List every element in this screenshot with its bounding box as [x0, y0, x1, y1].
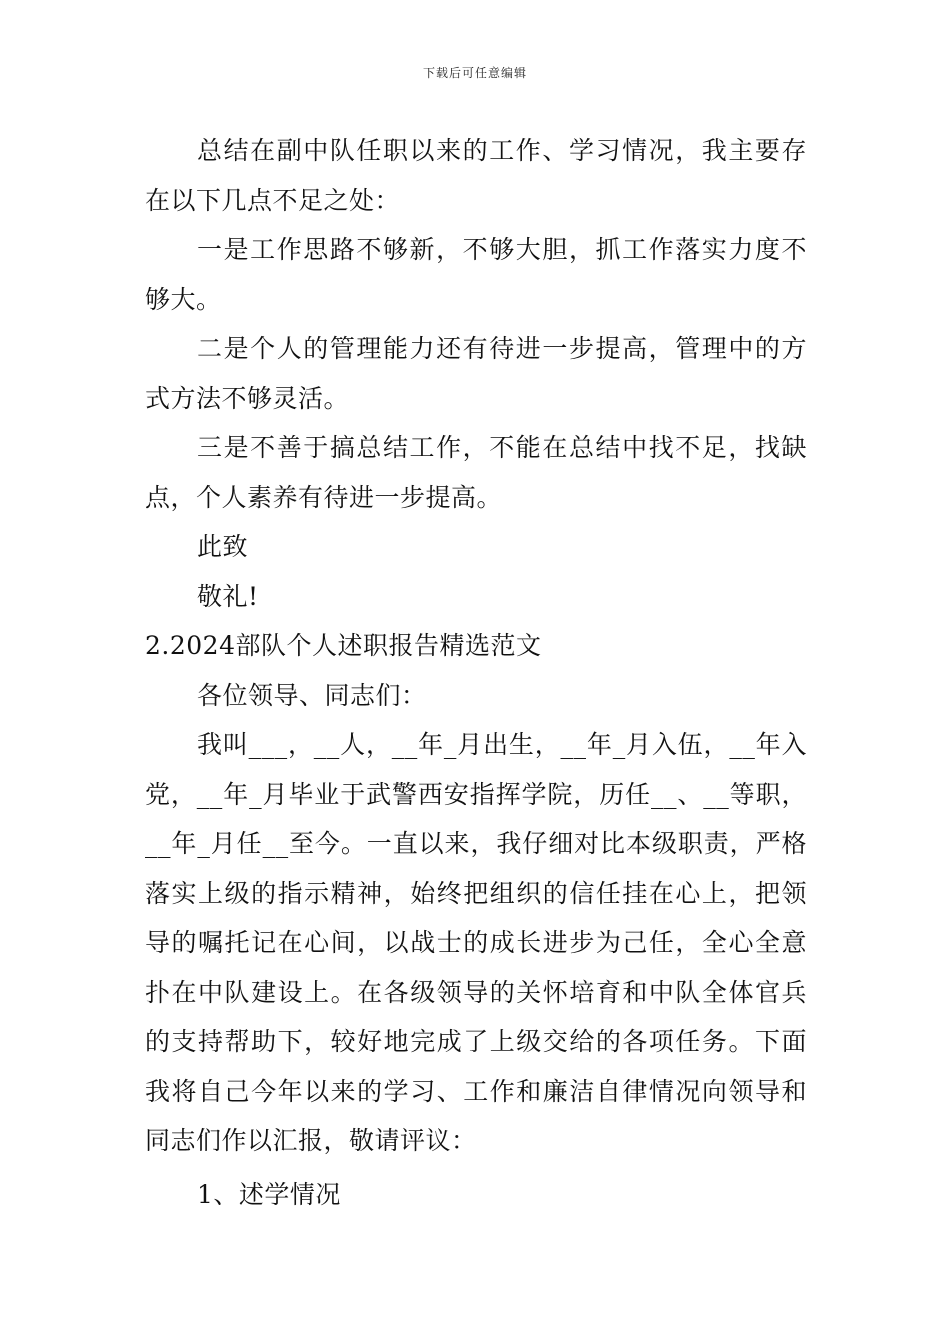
page-header: 下载后可任意编辑 [422, 66, 527, 80]
document-body [145, 126, 807, 1219]
paragraph-point-one: 一是工作思路不够新，不够大胆，抓工作落实力度不够大。 [145, 235, 807, 314]
paragraph-point-two: 二是个人的管理能力还有待进一步提高，管理中的方式方法不够灵活。 [145, 334, 807, 413]
paragraph-self-introduction: 我叫___，__人，__年_月出生，__年_月入伍，__年入党，__年_月毕业于武警西安指挥学院，历任__、__等职，__年_月任__至今。一直以来，我仔细对比本级职责，严格落实上级的指示精神，始终把组织的信任挂在心上，把领导的嘱托记在心间，以战士的成长进步为己任，全心全意扑在中队建设上。在各级领导的关怀培育和中队全体官兵的支持帮助下，较好地完成了上级交给的各项任务。下面我将自己今年以来的学习、工作和廉洁自律情况向领导和同志们作以汇报，敬请评议： [145, 730, 807, 1155]
greeting-line: 各位领导、同志们： [197, 680, 427, 710]
closing-salutation: 此致 [197, 532, 249, 561]
section-heading: 2.2024部队个人述职报告精选范文 [145, 631, 542, 660]
paragraph-shortcomings-intro: 总结在副中队任职以来的工作、学习情况，我主要存在以下几点不足之处： [145, 136, 807, 215]
closing-regards: 敬礼! [197, 581, 259, 611]
subsection-heading: 1、述学情况 [197, 1179, 341, 1209]
paragraph-point-three: 三是不善于搞总结工作，不能在总结中找不足，找缺点，个人素养有待进一步提高。 [145, 433, 807, 512]
